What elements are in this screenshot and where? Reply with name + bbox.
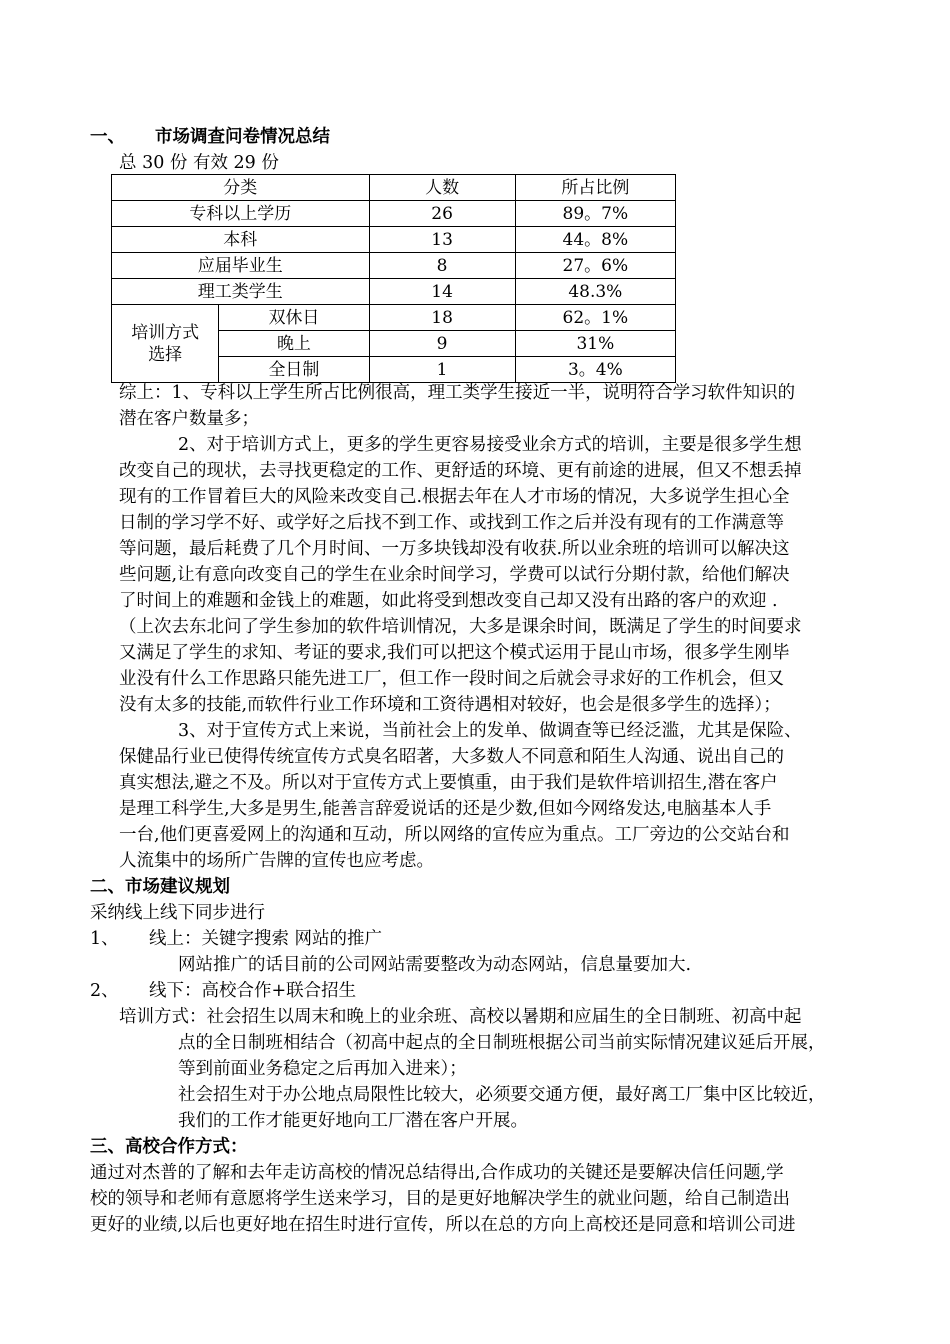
training-line: 点的全日制班相结合（初高中起点的全日制班根据公司当前实际情况建议延后开展，	[178, 1033, 826, 1053]
paragraph-line: 业没有什么工作思路只能先进工厂，但工作一段时间之后就会寻求好的工作机会，但又	[119, 669, 784, 689]
training-line: 社会招生对于办公地点局限性比较大，必须要交通方便，最好离工厂集中区比较近，	[178, 1085, 826, 1105]
row-ratio: 62。1%	[515, 305, 675, 331]
row-ratio: 89。7%	[515, 201, 675, 227]
paragraph-line: 了时间上的难题和金钱上的难题，如此将受到想改变自己却又没有出路的客户的欢迎 .	[119, 591, 778, 611]
row-subcategory: 晚上	[219, 331, 369, 357]
paragraph-line: 一台,他们更喜爱网上的沟通和互动，所以网络的宣传应为重点。工厂旁边的公交站台和	[119, 825, 790, 845]
paragraph-line: 是理工科学生,大多是男生,能善言辞爱说话的还是少数,但如今网络发达,电脑基本人手	[119, 799, 772, 819]
header-ratio: 所占比例	[515, 175, 675, 201]
training-line: 培训方式：社会招生以周末和晚上的业余班、高校以暑期和应届生的全日制班、初高中起	[119, 1007, 802, 1027]
row-category: 专科以上学历	[112, 201, 370, 227]
row-count: 8	[369, 253, 515, 279]
paragraph-line: 改变自己的现状，去寻找更稳定的工作、更舒适的环境、更有前途的进展，但又不想丢掉	[119, 461, 802, 481]
table-row	[112, 305, 676, 331]
paragraph-line: 潜在客户数量多；	[119, 409, 259, 429]
row-ratio: 27。6%	[515, 253, 675, 279]
row-ratio: 44。8%	[515, 227, 675, 253]
row-count: 26	[369, 201, 515, 227]
row-count: 9	[369, 331, 515, 357]
list-item-number: 1、	[90, 929, 119, 949]
list-item-text: 线下：高校合作+联合招生	[149, 981, 357, 1001]
table-header-row	[112, 175, 676, 201]
paragraph-line: 2、对于培训方式上，更多的学生更容易接受业余方式的培训，主要是很多学生想	[178, 435, 802, 455]
section3-title: 三、高校合作方式：	[90, 1137, 248, 1157]
row-ratio: 3。4%	[515, 357, 675, 383]
row-category: 本科	[112, 227, 370, 253]
row-count: 18	[369, 305, 515, 331]
paragraph-line: 日制的学习学不好、或学好之后找不到工作、或找到工作之后并没有现有的工作满意等	[119, 513, 784, 533]
group-label-line1: 培训方式	[131, 322, 200, 343]
group-label-line2: 选择	[148, 344, 183, 365]
paragraph-line: 人流集中的场所广告牌的宣传也应考虑。	[119, 851, 434, 871]
table-row	[112, 253, 676, 279]
section2-intro: 采纳线上线下同步进行	[90, 903, 265, 923]
header-category: 分类	[112, 175, 370, 201]
row-category: 理工类学生	[112, 279, 370, 305]
paragraph-line: 又满足了学生的求知、考证的要求,我们可以把这个模式运用于昆山市场，很多学生刚毕	[119, 643, 790, 663]
list-item-number: 2、	[90, 981, 119, 1001]
header-count: 人数	[369, 175, 515, 201]
row-subcategory: 双休日	[219, 305, 369, 331]
section1-number: 一、	[90, 127, 125, 147]
paragraph-line: 通过对杰普的了解和去年走访高校的情况总结得出,合作成功的关键还是要解决信任问题,学	[90, 1163, 784, 1183]
list-item-detail: 网站推广的话目前的公司网站需要整改为动态网站，信息量要加大.	[178, 955, 692, 975]
paragraph-line: （上次去东北问了学生参加的软件培训情况，大多是课余时间，既满足了学生的时间要求	[119, 617, 802, 637]
row-ratio: 31%	[515, 331, 675, 357]
paragraph-line: 等问题，最后耗费了几个月时间、一万多块钱却没有收获.所以业余班的培训可以解决这	[119, 539, 790, 559]
training-line: 我们的工作才能更好地向工厂潜在客户开展。	[178, 1111, 528, 1131]
table-row	[112, 201, 676, 227]
paragraph-line: 保健品行业已使得传统宣传方式臭名昭著，大多数人不同意和陌生人沟通、说出自己的	[119, 747, 784, 767]
list-item-text: 线上：关键字搜索 网站的推广	[149, 929, 383, 949]
survey-table	[111, 174, 676, 383]
section1-title: 市场调查问卷情况总结	[155, 127, 330, 147]
paragraph-line: 3、对于宣传方式上来说，当前社会上的发单、做调查等已经泛滥，尤其是保险、	[178, 721, 802, 741]
training-line: 等到前面业务稳定之后再加入进来）；	[178, 1059, 467, 1079]
table-row	[112, 227, 676, 253]
row-category: 应届毕业生	[112, 253, 370, 279]
row-count: 14	[369, 279, 515, 305]
paragraph-line: 综上：1、专科以上学生所占比例很高，理工类学生接近一半，说明符合学习软件知识的	[119, 383, 796, 403]
row-subcategory: 全日制	[219, 357, 369, 383]
paragraph-line: 些问题,让有意向改变自己的学生在业余时间学习，学费可以试行分期付款，给他们解决	[119, 565, 790, 585]
row-count: 1	[369, 357, 515, 383]
paragraph-line: 没有太多的技能,而软件行业工作环境和工资待遇相对较好，也会是很多学生的选择）；	[119, 695, 781, 715]
paragraph-line: 现有的工作冒着巨大的风险来改变自己.根据去年在人才市场的情况，大多说学生担心全	[119, 487, 790, 507]
row-ratio: 48.3%	[515, 279, 675, 305]
paragraph-line: 校的领导和老师有意愿将学生送来学习，目的是更好地解决学生的就业问题，给自己制造出	[90, 1189, 790, 1209]
survey-count-line: 总 30 份 有效 29 份	[119, 153, 279, 173]
table-row	[112, 279, 676, 305]
section2-title: 二、市场建议规划	[90, 877, 230, 897]
row-count: 13	[369, 227, 515, 253]
group-label-training-mode	[112, 305, 219, 383]
paragraph-line: 真实想法,避之不及。所以对于宣传方式上要慎重，由于我们是软件培训招生,潜在客户	[119, 773, 778, 793]
paragraph-line: 更好的业绩,以后也更好地在招生时进行宣传，所以在总的方向上高校还是同意和培训公司进	[90, 1215, 796, 1235]
